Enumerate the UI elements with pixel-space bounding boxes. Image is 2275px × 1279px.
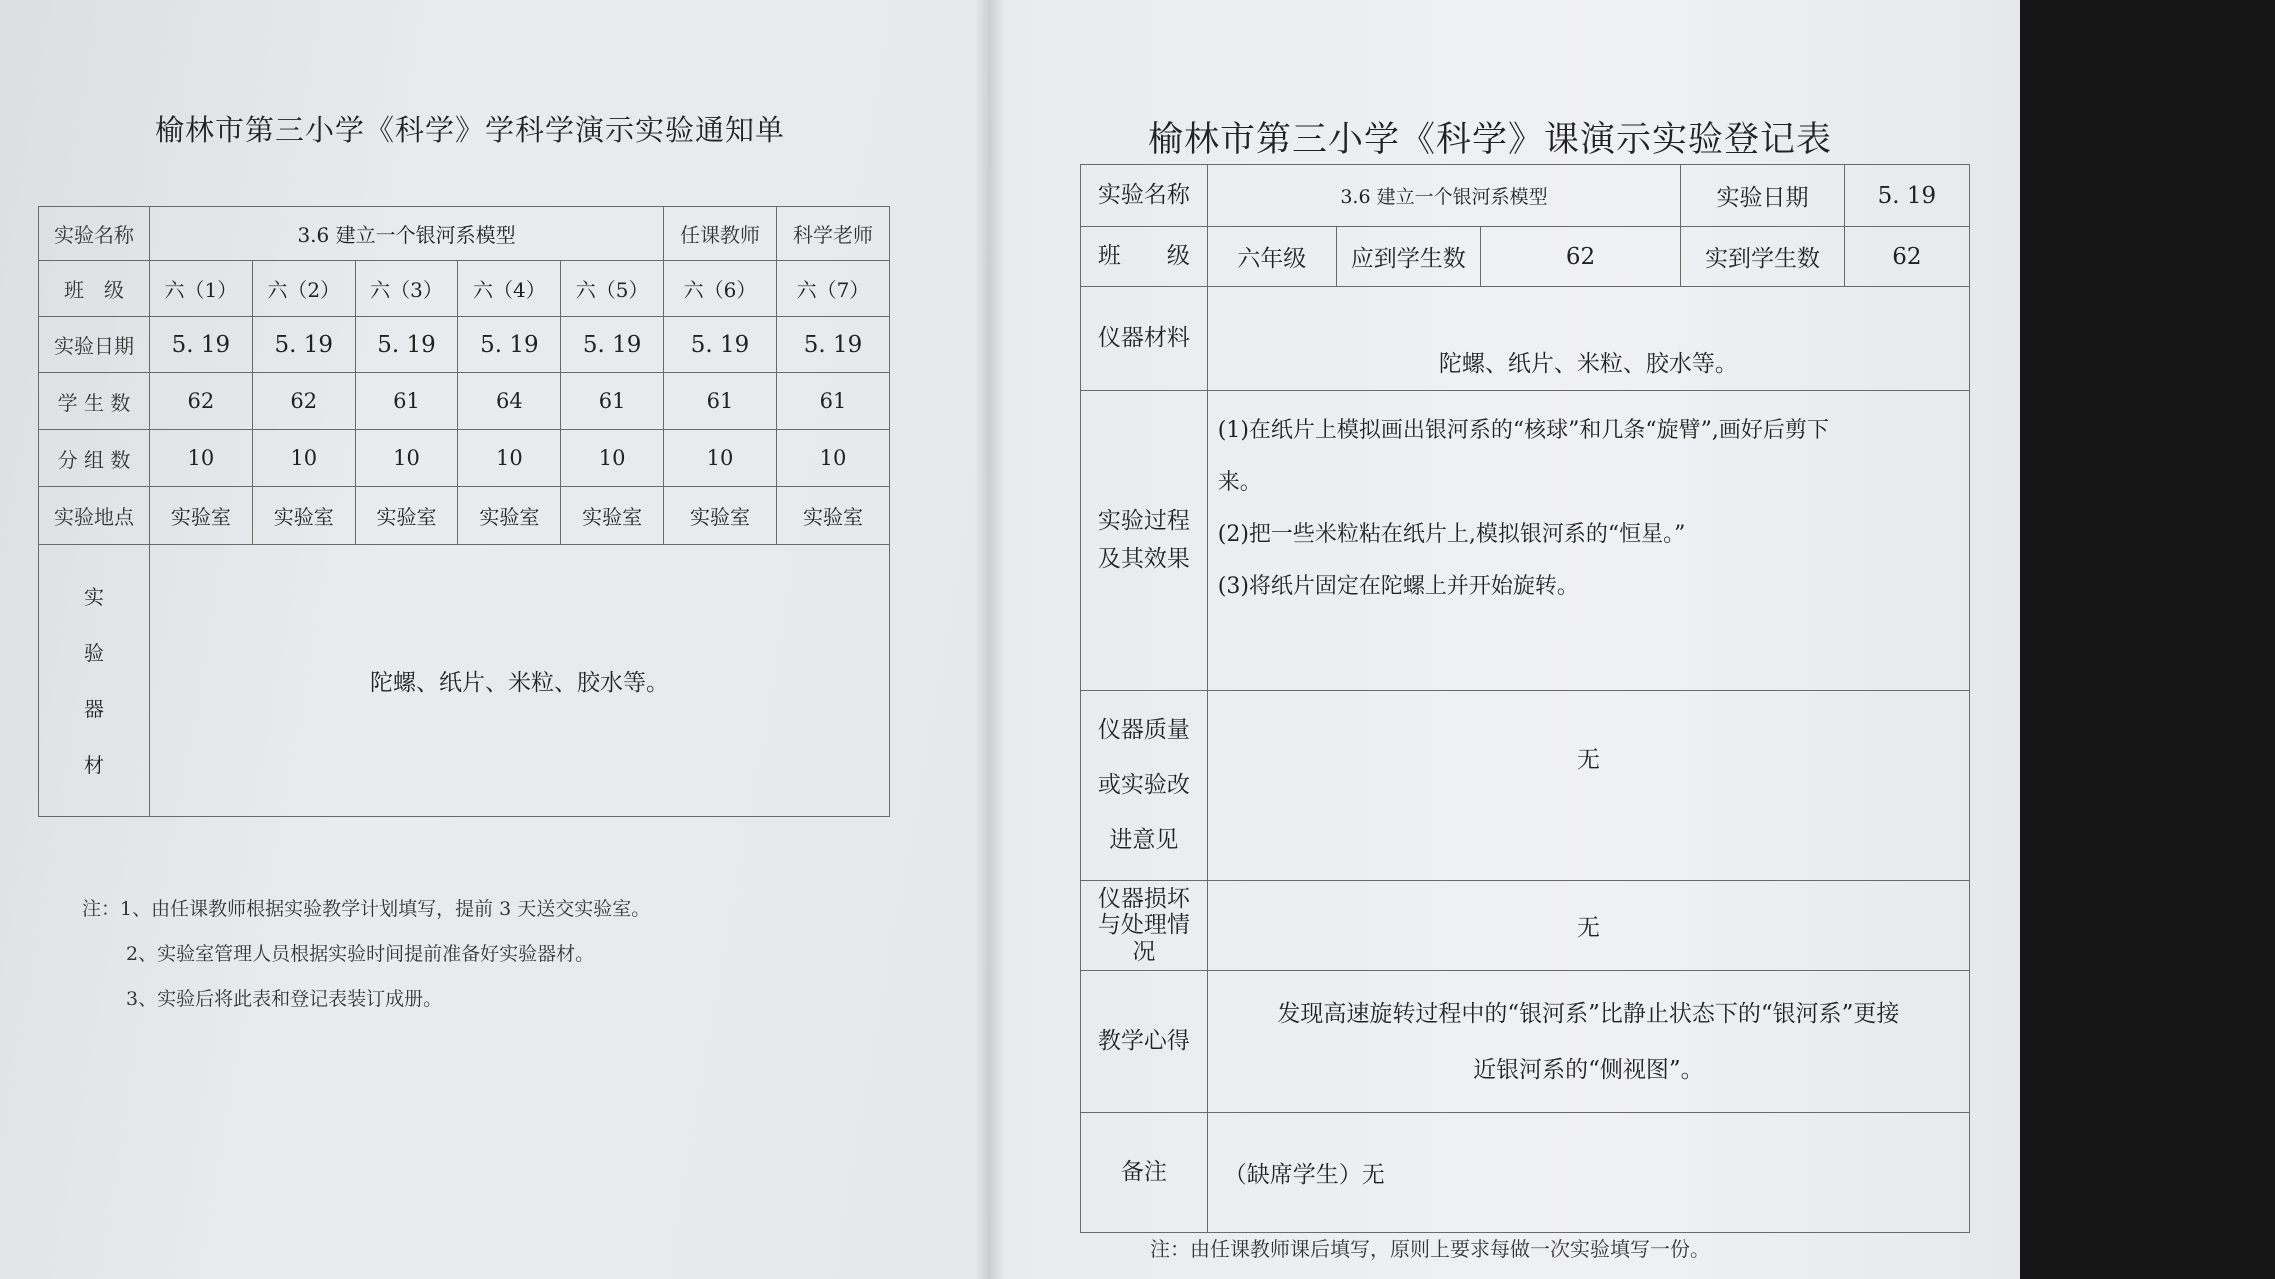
class-groups: 10 — [355, 430, 458, 487]
class-name: 六（6） — [664, 261, 777, 317]
class-name: 六（3） — [355, 261, 458, 317]
materials-label: 仪器材料 — [1081, 287, 1208, 391]
class-date: 5. 19 — [561, 317, 664, 373]
quality-label-line: 进意见 — [1109, 827, 1179, 854]
remarks-label: 备注 — [1081, 1113, 1208, 1233]
class-groups: 10 — [252, 430, 355, 487]
notice-page — [0, 0, 990, 1279]
class-students: 62 — [150, 373, 253, 430]
process-line: 来。 — [1217, 470, 1262, 495]
class-name: 六（7） — [777, 261, 890, 317]
reflection-value — [1207, 971, 1969, 1113]
materials-value: 陀螺、纸片、米粒、胶水等。 — [1207, 287, 1969, 391]
class-name: 六（5） — [561, 261, 664, 317]
process-line: (2)把一些米粒粘在纸片上,模拟银河系的“恒星。” — [1217, 522, 1686, 547]
register-class-value: 六年级 — [1207, 227, 1336, 287]
class-students: 61 — [355, 373, 458, 430]
quality-label-line: 仪器质量 — [1097, 716, 1190, 743]
reflection-label: 教学心得 — [1081, 971, 1208, 1113]
remarks-value: （缺席学生）无 — [1207, 1113, 1969, 1233]
reflection-line: 近银河系的“侧视图”。 — [1473, 1056, 1704, 1083]
register-name-label: 实验名称 — [1081, 165, 1208, 227]
class-location: 实验室 — [252, 487, 355, 545]
class-location: 实验室 — [150, 487, 253, 545]
equipment-label-char: 验 — [84, 640, 104, 665]
class-students: 64 — [458, 373, 561, 430]
students-label: 学 生 数 — [39, 373, 150, 430]
register-table — [1080, 164, 1970, 1233]
class-students: 61 — [777, 373, 890, 430]
register-class-label: 班 级 — [1081, 227, 1208, 287]
class-groups: 10 — [561, 430, 664, 487]
register-date-label: 实验日期 — [1681, 165, 1845, 227]
class-date: 5. 19 — [777, 317, 890, 373]
class-groups: 10 — [458, 430, 561, 487]
equipment-label-char: 器 — [84, 696, 104, 721]
class-location: 实验室 — [777, 487, 890, 545]
note-line: 2、实验室管理人员根据实验时间提前准备好实验器材。 — [126, 943, 595, 965]
date-label: 实验日期 — [39, 317, 150, 373]
register-name-value: 3.6 建立一个银河系模型 — [1207, 165, 1680, 227]
class-date: 5. 19 — [252, 317, 355, 373]
quality-label — [1081, 691, 1208, 881]
experiment-name-label: 实验名称 — [39, 207, 150, 261]
reflection-line: 发现高速旋转过程中的“银河系”比静止状态下的“银河系”更接 — [1277, 1000, 1900, 1027]
damage-label-line: 况 — [1132, 938, 1156, 965]
class-date: 5. 19 — [355, 317, 458, 373]
class-location: 实验室 — [561, 487, 664, 545]
damage-label — [1081, 881, 1208, 971]
class-date: 5. 19 — [458, 317, 561, 373]
process-label-line: 实验过程 — [1097, 507, 1190, 534]
note-line: 3、实验后将此表和登记表装订成册。 — [126, 988, 443, 1010]
process-label-line: 及其效果 — [1097, 545, 1190, 572]
damage-value: 无 — [1207, 881, 1969, 971]
class-groups: 10 — [150, 430, 253, 487]
location-label: 实验地点 — [39, 487, 150, 545]
actual-students-label: 实到学生数 — [1681, 227, 1845, 287]
teacher-value: 科学老师 — [777, 207, 890, 261]
class-students: 61 — [664, 373, 777, 430]
class-location: 实验室 — [458, 487, 561, 545]
damage-label-line: 仪器损坏 — [1097, 885, 1190, 912]
experiment-name-value: 3.6 建立一个银河系模型 — [150, 207, 664, 261]
class-label: 班 级 — [39, 261, 150, 317]
page-fold — [975, 0, 1005, 1279]
equipment-label-char: 材 — [84, 752, 104, 777]
damage-label-line: 与处理情 — [1097, 912, 1190, 939]
note-line: 注：1、由任课教师根据实验教学计划填写，提前 3 天送交实验室。 — [82, 898, 651, 920]
process-value — [1207, 391, 1969, 691]
dark-background — [2020, 0, 2275, 1279]
equipment-label — [39, 545, 150, 817]
class-students: 62 — [252, 373, 355, 430]
class-students: 61 — [561, 373, 664, 430]
process-line: (1)在纸片上模拟画出银河系的“核球”和几条“旋臂”,画好后剪下 — [1217, 418, 1829, 443]
quality-value: 无 — [1207, 691, 1969, 881]
class-groups: 10 — [777, 430, 890, 487]
equipment-label-char: 实 — [84, 584, 104, 609]
register-date-value: 5. 19 — [1844, 165, 1969, 227]
process-line: (3)将纸片固定在陀螺上并开始旋转。 — [1217, 574, 1579, 599]
class-location: 实验室 — [664, 487, 777, 545]
notice-notes — [82, 887, 650, 1022]
class-location: 实验室 — [355, 487, 458, 545]
class-name: 六（4） — [458, 261, 561, 317]
register-title: 榆林市第三小学《科学》课演示实验登记表 — [1148, 120, 1833, 160]
notice-title: 榆林市第三小学《科学》学科学演示实验通知单 — [155, 113, 786, 147]
groups-label: 分 组 数 — [39, 430, 150, 487]
quality-label-line: 或实验改 — [1097, 771, 1190, 798]
notice-table — [38, 206, 890, 817]
teacher-label: 任课教师 — [664, 207, 777, 261]
class-name: 六（1） — [150, 261, 253, 317]
equipment-value: 陀螺、纸片、米粒、胶水等。 — [150, 545, 890, 817]
actual-students-value: 62 — [1844, 227, 1969, 287]
expected-students-value: 62 — [1480, 227, 1680, 287]
class-groups: 10 — [664, 430, 777, 487]
class-date: 5. 19 — [664, 317, 777, 373]
class-name: 六（2） — [252, 261, 355, 317]
register-footnote: 注：由任课教师课后填写，原则上要求每做一次实验填写一份。 — [1150, 1237, 1710, 1261]
class-date: 5. 19 — [150, 317, 253, 373]
expected-students-label: 应到学生数 — [1336, 227, 1480, 287]
process-label — [1081, 391, 1208, 691]
